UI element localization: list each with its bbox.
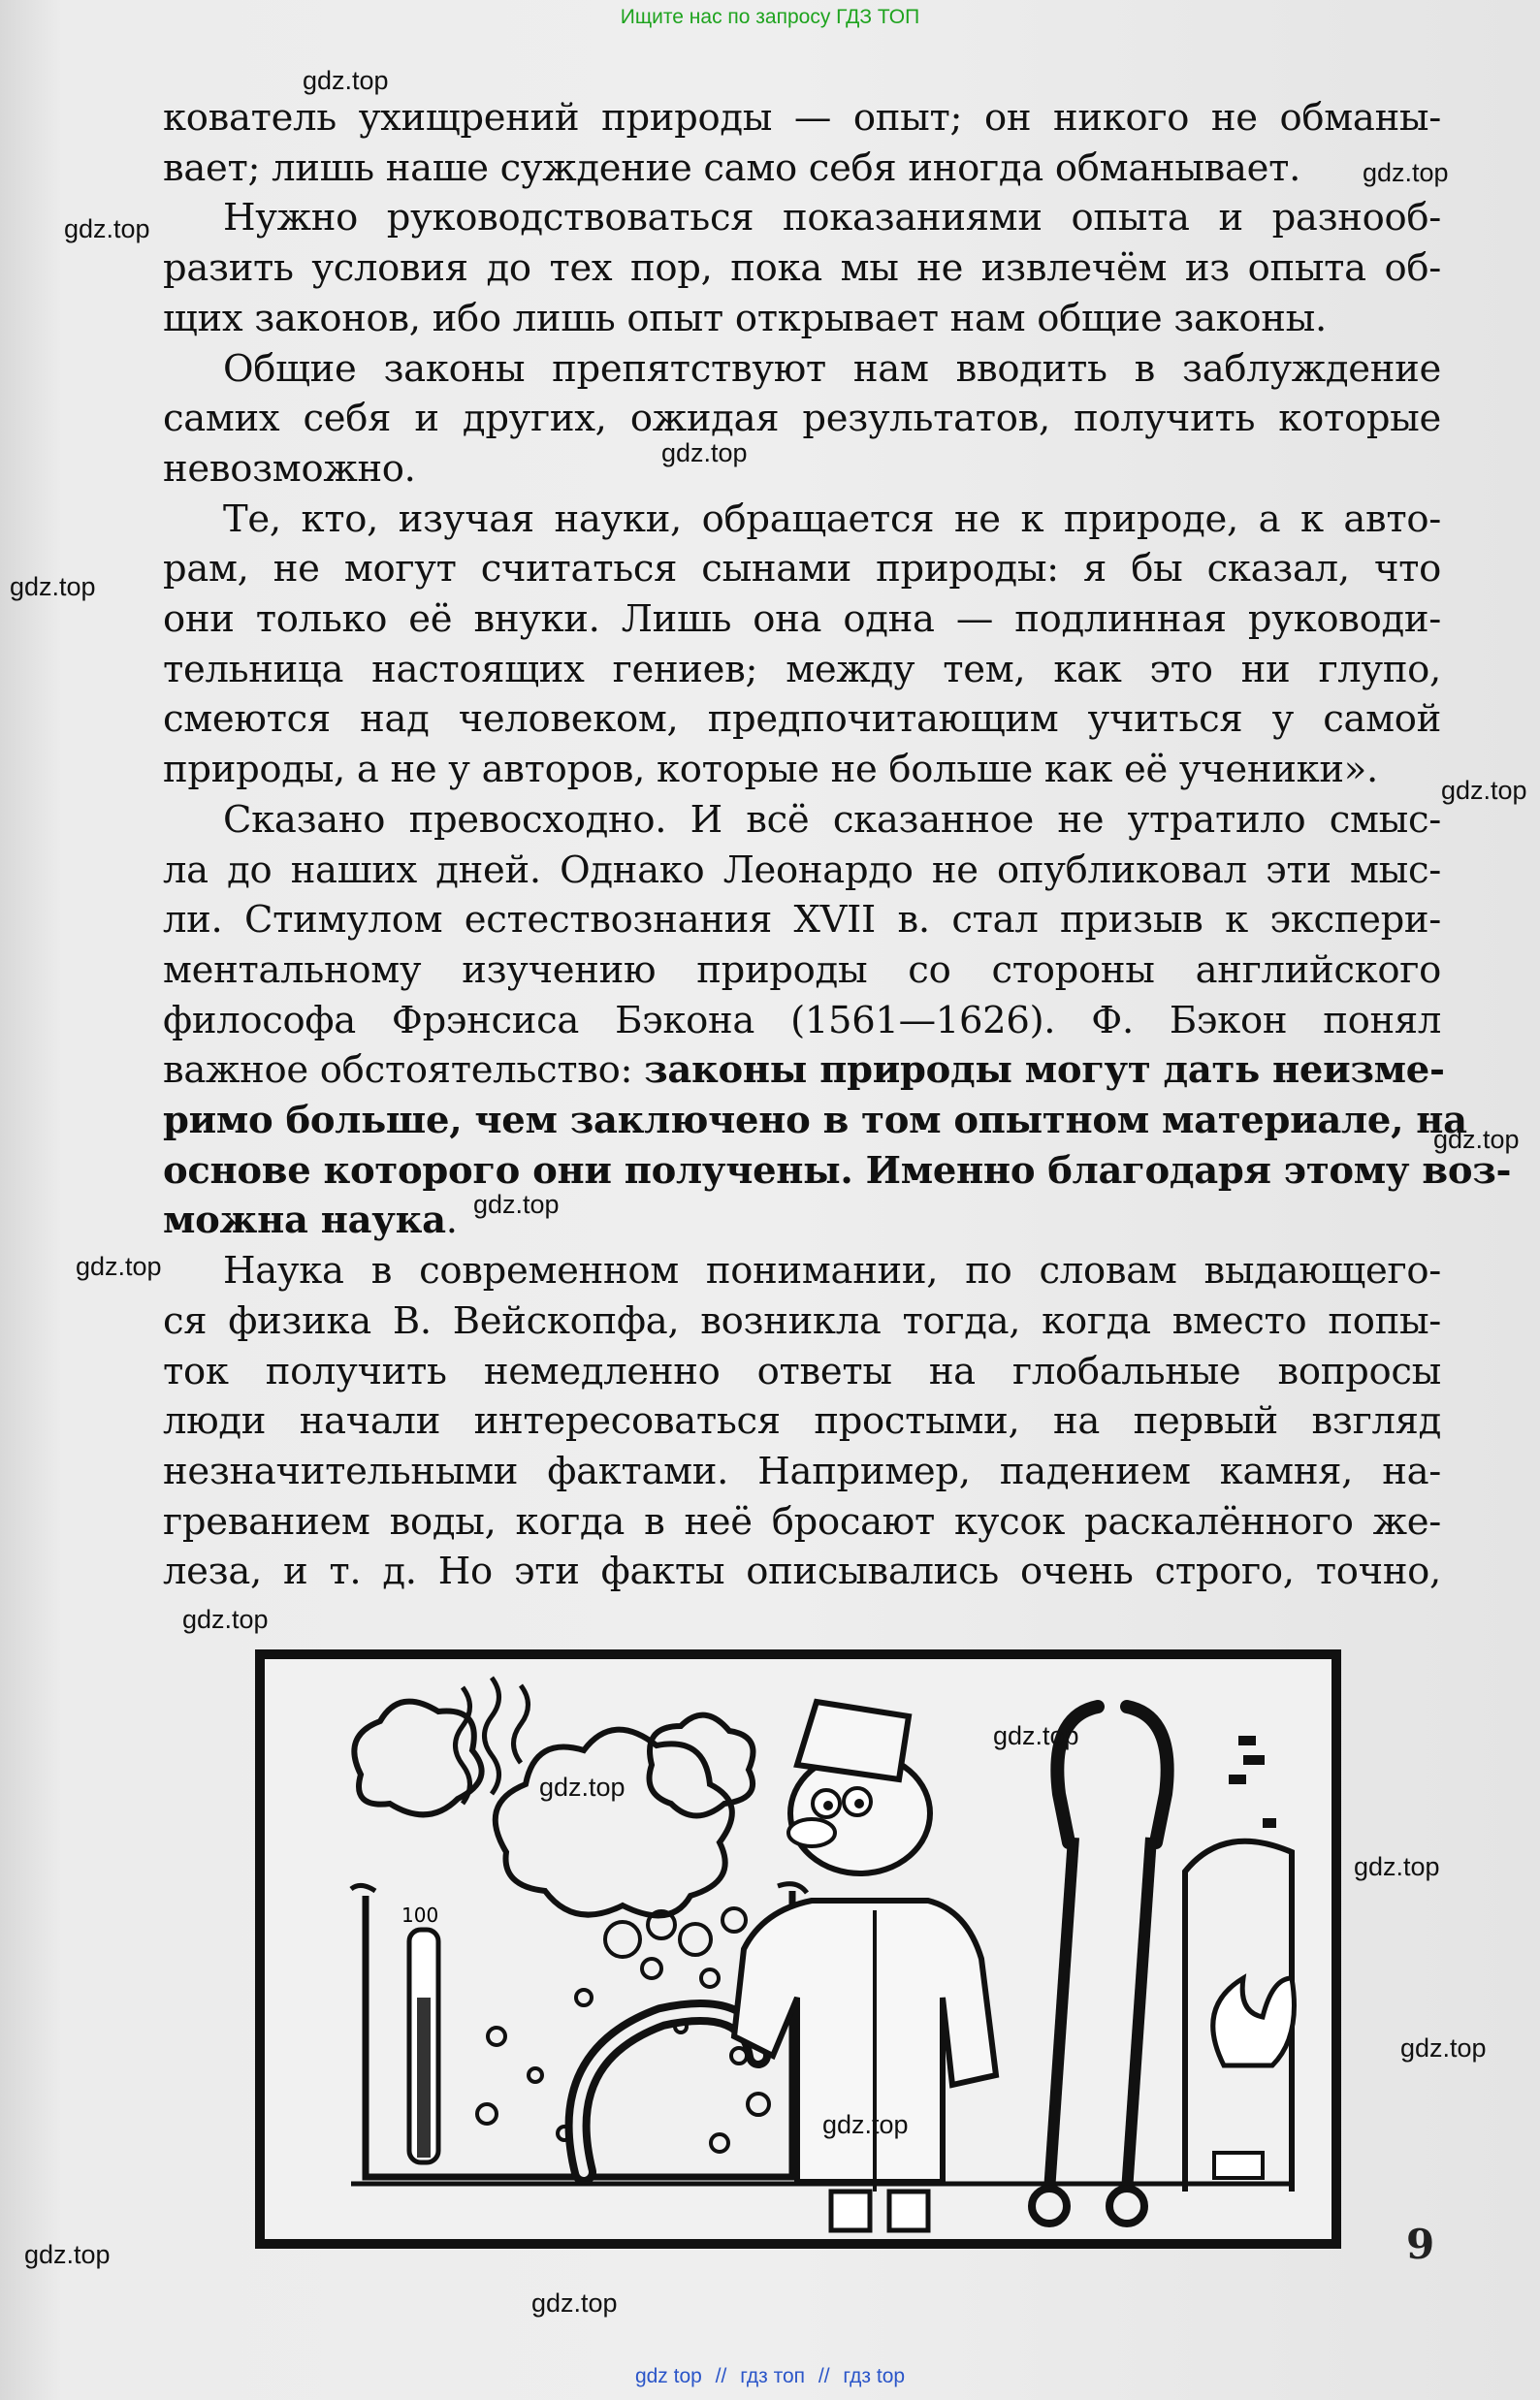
text-line: ток получить немедленно ответы на глобальные вопросы	[163, 1349, 1441, 1393]
bold-line: римо больше, чем заключено в том опытном материале, на	[163, 1099, 1467, 1143]
text-line: люди начали интересоваться простыми, на первый взгляд	[163, 1399, 1441, 1444]
text-line: щих законов, ибо лишь опыт открывает нам общие законы.	[163, 296, 1327, 340]
footer-link[interactable]: гдз top	[843, 2365, 906, 2387]
text-line: ла до наших дней. Однако Леонардо не опубликовал эти мыс-	[163, 848, 1441, 892]
text-line: Общие законы препятствуют нам вводить в заблуждение	[223, 346, 1441, 391]
text-line: природы, а не у авторов, которые не больше как её ученики».	[163, 748, 1378, 792]
text-line: греванием воды, когда в неё бросают кусок раскалённого же-	[163, 1499, 1441, 1544]
watermark: gdz.top	[182, 1605, 269, 1634]
watermark: gdz.top	[76, 1252, 162, 1281]
text-line: ся физика В. Вейскопфа, возникла тогда, когда вместо попы-	[163, 1298, 1441, 1343]
text-line: рам, не могут считаться сынами природы: я бы сказал, что	[163, 547, 1441, 592]
thermometer-label: 100	[401, 1904, 439, 1927]
bold-text: можна наука	[163, 1199, 446, 1243]
text-line: Те, кто, изучая науки, обращается не к природе, а к авто-	[223, 496, 1441, 541]
scientist-illustration	[254, 1648, 1342, 2250]
text-line: Нужно руководствоваться показаниями опыта и разнооб-	[223, 196, 1441, 240]
text-line: Наука в современном понимании, по словам выдающего-	[223, 1249, 1441, 1294]
page-number: 9	[1406, 2221, 1435, 2268]
watermark: gdz.top	[539, 1773, 626, 1802]
text-line: Сказано превосходно. И всё сказанное не утратило смыс-	[223, 797, 1441, 842]
text-line: смеются над человеком, предпочитающим учиться у самой	[163, 697, 1441, 742]
footer-link[interactable]: гдз топ	[740, 2365, 806, 2387]
watermark: gdz.top	[24, 2240, 111, 2269]
watermark: gdz.top	[303, 66, 389, 95]
watermark: gdz.top	[64, 214, 150, 243]
text-line-mixed	[163, 1045, 1445, 1096]
watermark: gdz.top	[661, 438, 748, 467]
watermark: gdz.top	[1433, 1125, 1520, 1154]
watermark: gdz.top	[1441, 776, 1527, 805]
text-line: философа Фрэнсиса Бэкона (1561—1626). Ф. Бэкон понял	[163, 998, 1441, 1042]
text-span: .	[445, 1199, 458, 1243]
watermark: gdz.top	[531, 2288, 618, 2318]
bold-text: законы природы могут дать неизме-	[644, 1048, 1445, 1093]
watermark: gdz.top	[10, 572, 96, 601]
watermark: gdz.top	[1400, 2033, 1487, 2063]
text-line: разить условия до тех пор, пока мы не извлечём из опыта об-	[163, 246, 1441, 291]
footer-link[interactable]: gdz top	[634, 2365, 702, 2387]
text-line: незначительными фактами. Например, падением камня, на-	[163, 1449, 1441, 1493]
text-line: ментальному изучению природы со стороны английского	[163, 947, 1441, 992]
top-banner-link[interactable]: Ищите нас по запросу ГДЗ ТОП	[620, 6, 920, 28]
text-line: тельница настоящих гениев; между тем, как это ни глупо,	[163, 647, 1441, 691]
text-line: ли. Стимулом естествознания XVII в. стал призыв к экспери-	[163, 898, 1441, 943]
text-line: леза, и т. д. Но эти факты описывались очень строго, точно,	[163, 1550, 1441, 1594]
text-line-mixed	[163, 1196, 1441, 1246]
text-line: они только её внуки. Лишь она одна — подлинная руководи-	[163, 597, 1441, 642]
watermark: gdz.top	[822, 2110, 909, 2139]
footer-separator: //	[715, 2365, 727, 2387]
watermark: gdz.top	[473, 1190, 560, 1219]
watermark: gdz.top	[1363, 158, 1449, 187]
text-span: важное обстоятельство:	[163, 1048, 645, 1093]
footer-separator: //	[818, 2365, 830, 2387]
watermark: gdz.top	[993, 1721, 1079, 1750]
text-line: кователь ухищрений природы — опыт; он никого не обманы-	[163, 96, 1441, 140]
watermark: gdz.top	[1354, 1852, 1440, 1881]
bold-line: основе которого они получены. Именно благодаря этому воз-	[163, 1148, 1512, 1193]
text-line: самих себя и других, ожидая результатов, получить которые	[163, 397, 1441, 441]
text-line: невозможно.	[163, 446, 416, 491]
text-line: вает; лишь наше суждение само себя иногда обманывает.	[163, 145, 1301, 190]
bottom-banner	[0, 2358, 1540, 2395]
